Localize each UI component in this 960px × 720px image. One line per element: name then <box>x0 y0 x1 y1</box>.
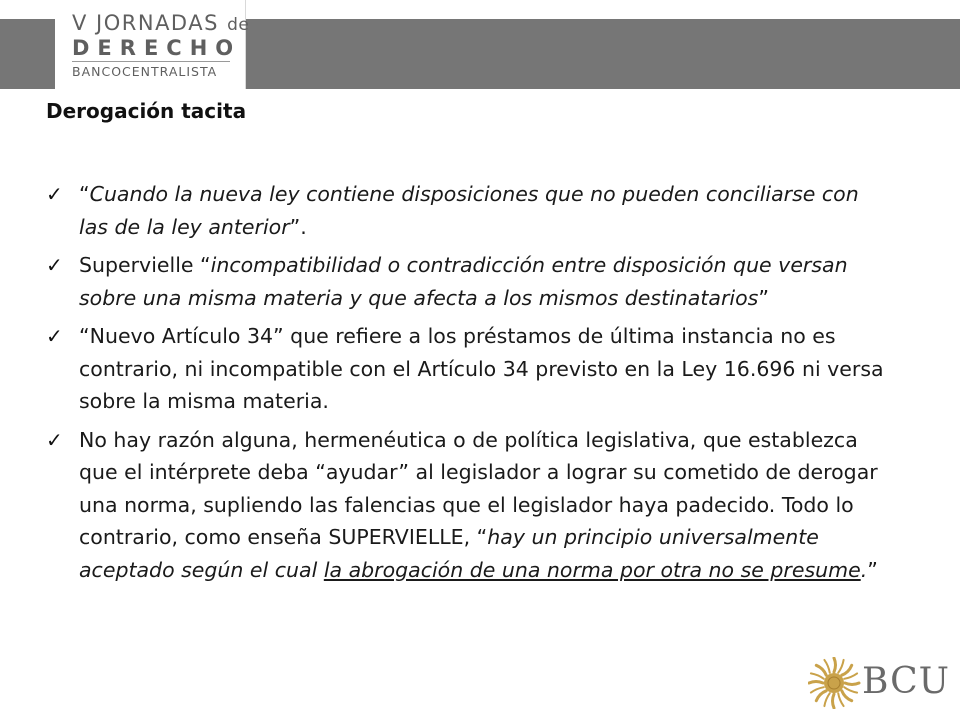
sun-ray <box>842 691 852 701</box>
logo-line-3: BANCOCENTRALISTA <box>72 64 218 79</box>
sun-ray <box>816 665 826 675</box>
sun-ray <box>845 683 859 685</box>
logo-line-2: DERECHO <box>72 36 242 60</box>
bullet-text: la abrogación de una norma por otra no se presume <box>323 557 861 582</box>
jornadas-logo <box>55 0 250 89</box>
bullet-text: No hay razón alguna, hermenéutica o de política legislativa, que establezca que el intérprete deba “ayudar” al legislador a lograr su cometido de derogar una norma, supliendo las falencias que el legislador haya padecido. Todo lo contrario, como enseña SUPERVIELLE, “ <box>79 427 878 549</box>
sun-ray <box>844 687 857 692</box>
sun-disc <box>824 673 844 693</box>
check-icon: ✓ <box>46 182 63 206</box>
bullet-text: Supervielle “ <box>79 253 211 277</box>
logo-divider <box>72 61 230 62</box>
bcu-brand-text: BCU <box>862 661 951 702</box>
bullet-text: hay un principio universalmente aceptado según el cual <box>79 525 819 582</box>
logo-line-1: V JORNADAS de <box>72 11 250 35</box>
bullet-item <box>46 249 886 314</box>
bullet-text: ”. <box>289 214 307 239</box>
bullet-text: . <box>860 557 868 582</box>
bullet-text: incompatibilidad o contradicción entre disposición que versan sobre una misma materia y que afecta a los mismos destinatarios <box>79 253 848 310</box>
sun-ray <box>809 682 823 684</box>
check-icon: ✓ <box>46 324 63 348</box>
bullet-text: Cuando la nueva ley contiene disposiciones que no pueden conciliarse con las de la ley anterior <box>79 182 859 239</box>
bullet-item <box>46 424 886 587</box>
sun-icon <box>809 658 859 708</box>
bullet-item <box>46 320 886 418</box>
sun-ray <box>833 694 835 708</box>
sun-ray <box>838 660 843 673</box>
sun-ray <box>834 658 836 672</box>
sun-ray <box>811 673 824 678</box>
bullet-item <box>46 178 886 243</box>
sun-ray <box>824 693 829 706</box>
check-icon: ✓ <box>46 253 63 277</box>
bullet-text: “Nuevo Artículo 34” que refiere a los préstamos de última instancia no es contrario, ni incompatible con el Artículo 34 previsto en la Ley 16.696 ni versa sobre la misma materia. <box>79 324 884 413</box>
sun-ray <box>816 691 826 701</box>
slide-title: Derogación tacita <box>46 99 247 123</box>
bullet-text: ” <box>758 285 769 310</box>
bullet-list <box>46 178 886 592</box>
bullet-text: “ <box>79 182 90 206</box>
check-icon: ✓ <box>46 427 63 452</box>
sun-ray <box>842 665 852 675</box>
bullet-text: ” <box>867 557 878 582</box>
